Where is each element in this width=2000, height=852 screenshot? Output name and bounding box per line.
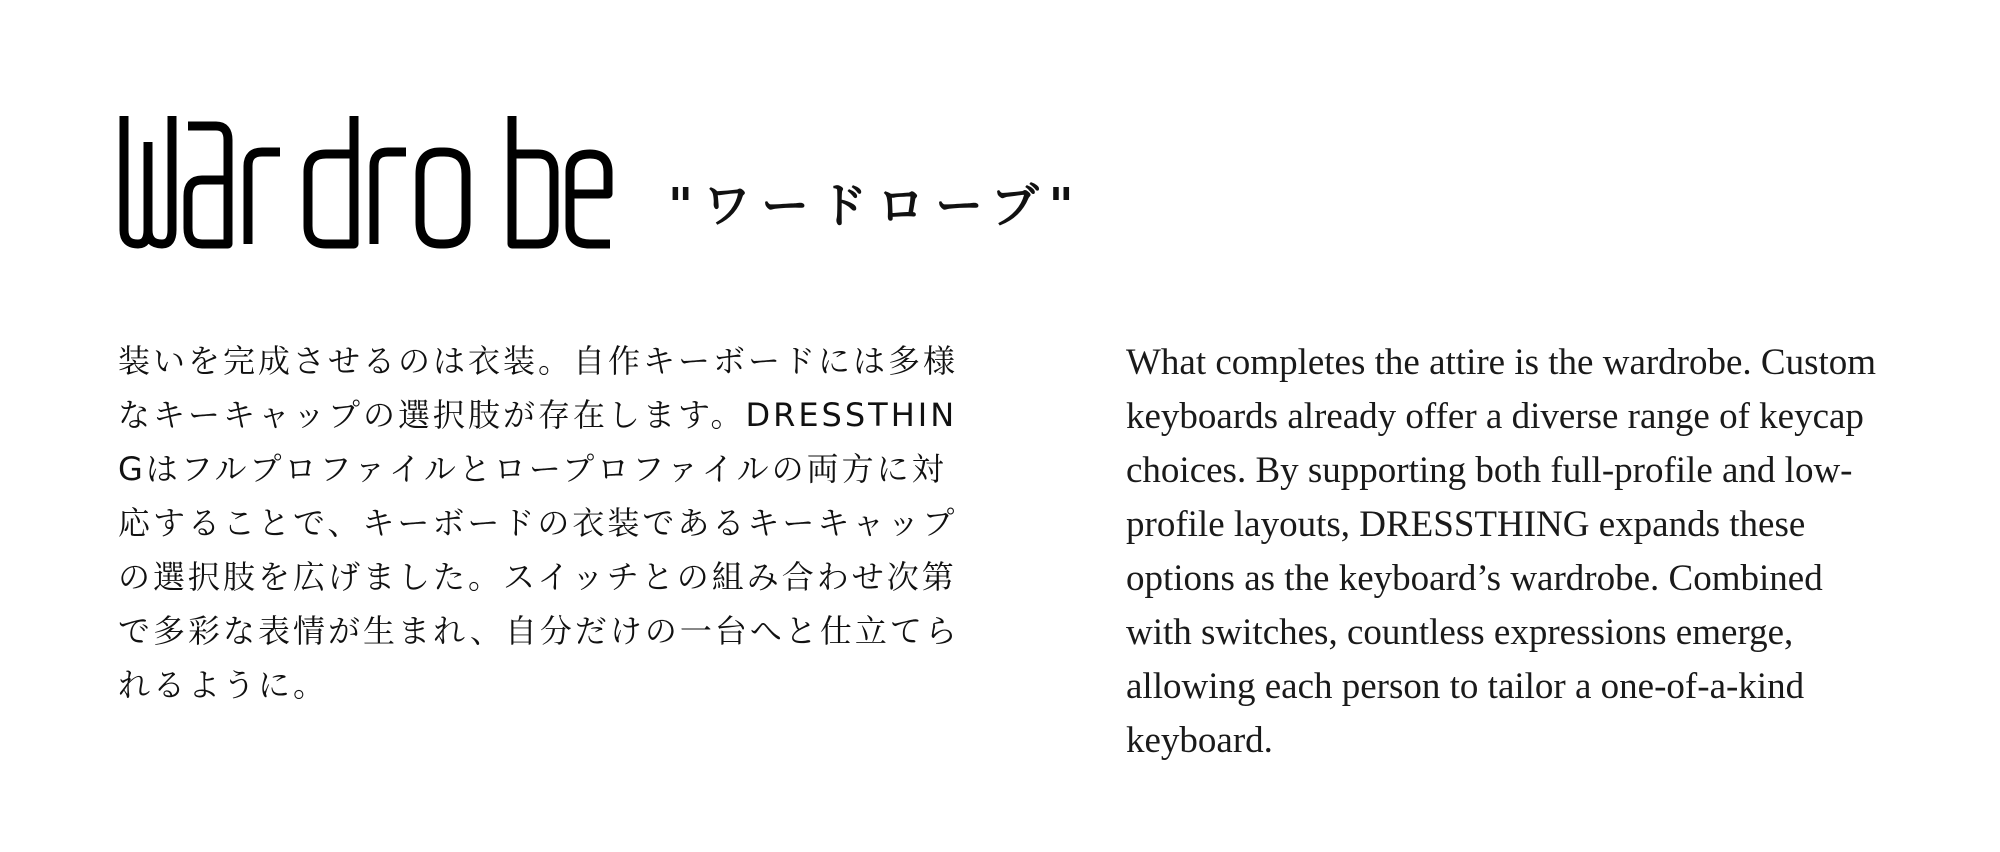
wardrobe-wordmark-tail-graphic xyxy=(506,116,616,250)
page-subtitle: "ワードローブ" xyxy=(668,177,1084,234)
wardrobe-logo-tail xyxy=(506,116,616,250)
header xyxy=(118,108,1084,258)
body-text-japanese: 装いを完成させるのは衣装。自作キーボードには多様なキーキャップの選択肢が存在します。DRESSTHINGはフルプロファイルとロープロファイルの両方に対応することで、キーボードの衣装であるキーキャップの選択肢を広げました。スイッチとの組み合わせ次第で多彩な表情が生まれ、自分だけの一台へと仕立てられるように。 xyxy=(118,342,960,704)
wardrobe-wordmark-graphic xyxy=(118,116,508,250)
body-text-english: What completes the attire is the wardrobe. Custom keyboards already offer a diverse range of keycap choices. By supporting both full-profile and low-profile layouts, DRESSTHING expands these options as the keyboard’s wardrobe. Combined with switches, countless expressions emerge, allowing each person to tailor a one-of-a-kind keyboard. xyxy=(1126,342,1877,761)
wardrobe-logo xyxy=(118,116,508,250)
